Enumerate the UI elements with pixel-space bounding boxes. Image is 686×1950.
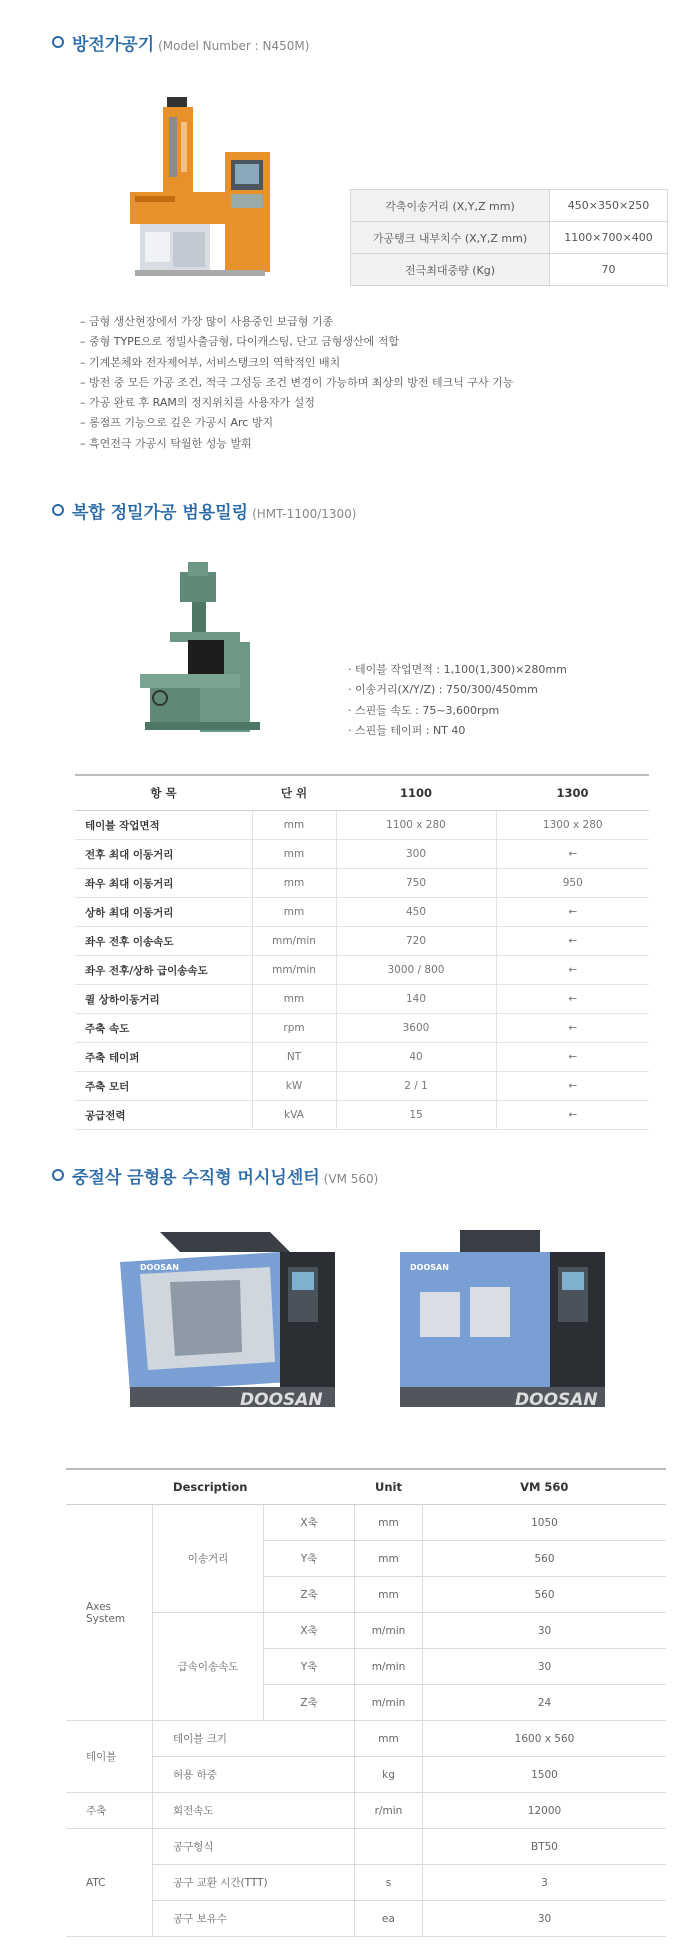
spec-label: 각축이송거리 (X,Y,Z mm) <box>351 190 550 222</box>
row-unit: kg <box>355 1757 423 1793</box>
section1-title: 방전가공기 (Model Number : N450M) <box>52 30 309 55</box>
row-value-1100: 2 / 1 <box>336 1072 496 1101</box>
section3-subtitle: (VM 560) <box>323 1172 379 1186</box>
row-unit: rpm <box>252 1014 336 1043</box>
spec-label: 전극최대중량 (Kg) <box>351 254 550 286</box>
section1-spec-table <box>350 189 668 286</box>
row-unit <box>355 1829 423 1865</box>
row-value: 1600 x 560 <box>423 1721 667 1757</box>
row-value: 3 <box>423 1865 667 1901</box>
row-value-1300: ← <box>496 985 649 1014</box>
row-unit: mm <box>252 840 336 869</box>
row-value-1100: 1100 x 280 <box>336 811 496 840</box>
doosan-watermark: DOOSAN <box>515 1390 598 1410</box>
column-header: 단 위 <box>252 775 336 811</box>
row-value-1100: 450 <box>336 898 496 927</box>
table-row <box>75 840 649 869</box>
row-value-1100: 750 <box>336 869 496 898</box>
group-label: Axes System <box>66 1505 153 1721</box>
list-item: · 스핀들 속도 : 75~3,600rpm <box>348 703 500 717</box>
column-header: 항 목 <box>75 775 252 811</box>
row-value-1100: 3600 <box>336 1014 496 1043</box>
table-row <box>351 190 668 222</box>
section3-title: 중절삭 금형용 수직형 머시닝센터 (VM 560) <box>52 1163 378 1188</box>
spec-value: 70 <box>550 254 668 286</box>
list-item: – 가공 완료 후 RAM의 정지위치를 사용자가 설정 <box>80 396 315 410</box>
row-unit: mm/min <box>252 956 336 985</box>
list-item: – 중형 TYPE으로 정밀사출금형, 다이캐스팅, 단고 금형생산에 적합 <box>80 335 400 349</box>
table-header-row <box>75 775 649 811</box>
list-item: – 롱점프 기능으로 깊은 가공시 Arc 방지 <box>80 416 274 430</box>
row-value: 30 <box>423 1613 667 1649</box>
edm-machine-image <box>125 92 285 287</box>
row-value: 30 <box>423 1649 667 1685</box>
spec-value: 450×350×250 <box>550 190 668 222</box>
row-label: Z축 <box>264 1685 355 1721</box>
table-row <box>75 1072 649 1101</box>
row-value-1100: 140 <box>336 985 496 1014</box>
row-label: X축 <box>264 1613 355 1649</box>
row-value-1100: 15 <box>336 1101 496 1130</box>
row-label: Y축 <box>264 1649 355 1685</box>
table-row <box>75 898 649 927</box>
row-unit: m/min <box>355 1649 423 1685</box>
section2-feature-list <box>348 660 567 741</box>
table-row <box>351 254 668 286</box>
row-value-1300: 950 <box>496 869 649 898</box>
row-unit: kVA <box>252 1101 336 1130</box>
column-header: Description <box>66 1469 355 1505</box>
row-value: 12000 <box>423 1793 667 1829</box>
row-label: 좌우 전후/상하 급이송속도 <box>75 956 252 985</box>
row-unit: mm <box>252 811 336 840</box>
row-label: 공구 교환 시간(TTT) <box>153 1865 355 1901</box>
row-label: 상하 최대 이동거리 <box>75 898 252 927</box>
row-unit: kW <box>252 1072 336 1101</box>
row-value: 1500 <box>423 1757 667 1793</box>
machining-center-closed-image <box>400 1222 610 1412</box>
row-value-1300: ← <box>496 1072 649 1101</box>
table-row <box>75 985 649 1014</box>
table-row <box>75 811 649 840</box>
table-row <box>75 869 649 898</box>
table-row <box>75 1043 649 1072</box>
circle-bullet-icon <box>52 36 64 48</box>
section1-feature-list <box>80 312 513 454</box>
spec-value: 1100×700×400 <box>550 222 668 254</box>
row-value-1300: ← <box>496 1014 649 1043</box>
row-unit: mm <box>355 1541 423 1577</box>
row-value: 30 <box>423 1901 667 1937</box>
table-row <box>66 1829 666 1865</box>
row-value-1300: 1300 x 280 <box>496 811 649 840</box>
row-label: 퀼 상하이동거리 <box>75 985 252 1014</box>
row-unit: r/min <box>355 1793 423 1829</box>
table-row <box>75 927 649 956</box>
list-item: – 금형 생산현장에서 가장 많이 사용중인 보급형 기종 <box>80 315 334 328</box>
row-value-1300: ← <box>496 927 649 956</box>
group-label: ATC <box>66 1829 153 1937</box>
milling-machine-image <box>140 562 270 742</box>
row-label: 좌우 전후 이송속도 <box>75 927 252 956</box>
row-label: X축 <box>264 1505 355 1541</box>
table-row <box>66 1613 666 1649</box>
group-label: 이송거리 <box>153 1505 264 1613</box>
group-label: 주축 <box>66 1793 153 1829</box>
section2-subtitle: (HMT-1100/1300) <box>252 507 357 521</box>
column-header: Unit <box>355 1469 423 1505</box>
row-label: 공구형식 <box>153 1829 355 1865</box>
row-unit: mm/min <box>252 927 336 956</box>
list-item: – 기계본체와 전자제어부, 서비스탱크의 역학적인 배치 <box>80 355 341 369</box>
row-unit: mm <box>252 985 336 1014</box>
section2-table-body <box>75 811 649 1130</box>
table-row <box>66 1865 666 1901</box>
row-value: 560 <box>423 1577 667 1613</box>
column-header: 1300 <box>496 775 649 811</box>
doosan-watermark: DOOSAN <box>240 1390 323 1410</box>
section2-title: 복합 정밀가공 범용밀링 (HMT-1100/1300) <box>52 498 356 523</box>
row-label: 테이블 작업면적 <box>75 811 252 840</box>
row-label: 공급전력 <box>75 1101 252 1130</box>
list-item: – 흑연전극 가공시 탁월한 성능 발휘 <box>80 436 252 450</box>
row-unit: s <box>355 1865 423 1901</box>
doosan-brand-label: DOOSAN <box>140 1263 179 1272</box>
circle-bullet-icon <box>52 1169 64 1181</box>
table-header-row <box>66 1469 666 1505</box>
row-label: Z축 <box>264 1577 355 1613</box>
table-row <box>351 222 668 254</box>
row-unit: ea <box>355 1901 423 1937</box>
list-item: – 방전 중 모든 가공 조건, 적극 그성등 조건 변경이 가능하며 최상의 방전 테크닉 구사 기능 <box>80 375 514 389</box>
table-row <box>66 1793 666 1829</box>
list-item: · 이송거리(X/Y/Z) : 750/300/450mm <box>348 683 538 697</box>
row-unit: mm <box>252 898 336 927</box>
row-unit: m/min <box>355 1613 423 1649</box>
row-value-1300: ← <box>496 1043 649 1072</box>
row-unit: mm <box>355 1721 423 1757</box>
row-value-1100: 3000 / 800 <box>336 956 496 985</box>
row-value: BT50 <box>423 1829 667 1865</box>
row-value-1300: ← <box>496 1101 649 1130</box>
row-value: 24 <box>423 1685 667 1721</box>
row-label: 허용 하중 <box>153 1757 355 1793</box>
table-row <box>66 1757 666 1793</box>
row-value: 1050 <box>423 1505 667 1541</box>
table-row <box>75 1101 649 1130</box>
section1-subtitle: (Model Number : N450M) <box>158 39 310 53</box>
row-value-1300: ← <box>496 898 649 927</box>
table-row <box>75 1014 649 1043</box>
section3-spec-table <box>66 1468 666 1937</box>
row-value-1100: 720 <box>336 927 496 956</box>
table-row <box>66 1505 666 1541</box>
row-label: 테이블 크기 <box>153 1721 355 1757</box>
row-label: Y축 <box>264 1541 355 1577</box>
row-unit: mm <box>355 1577 423 1613</box>
table-row <box>75 956 649 985</box>
row-label: 주축 속도 <box>75 1014 252 1043</box>
row-label: 좌우 최대 이동거리 <box>75 869 252 898</box>
table-row <box>66 1901 666 1937</box>
row-label: 주축 모터 <box>75 1072 252 1101</box>
row-unit: mm <box>252 869 336 898</box>
table-row <box>66 1721 666 1757</box>
list-item: · 테이블 작업면적 : 1,100(1,300)×280mm <box>348 663 567 676</box>
row-value-1100: 300 <box>336 840 496 869</box>
row-label: 공구 보유수 <box>153 1901 355 1937</box>
row-label: 전후 최대 이동거리 <box>75 840 252 869</box>
spec-label: 가공탱크 내부치수 (X,Y,Z mm) <box>351 222 550 254</box>
row-value-1100: 40 <box>336 1043 496 1072</box>
row-unit: mm <box>355 1505 423 1541</box>
list-item: · 스핀들 테이퍼 : NT 40 <box>348 723 466 737</box>
machining-center-open-image <box>120 1222 342 1412</box>
row-label: 주축 테이퍼 <box>75 1043 252 1072</box>
row-unit: NT <box>252 1043 336 1072</box>
row-label: 회전속도 <box>153 1793 355 1829</box>
section2-spec-table <box>75 774 649 1130</box>
row-value-1300: ← <box>496 840 649 869</box>
column-header: 1100 <box>336 775 496 811</box>
group-label: 급속이송속도 <box>153 1613 264 1721</box>
row-value: 560 <box>423 1541 667 1577</box>
column-header: VM 560 <box>423 1469 667 1505</box>
doosan-brand-label: DOOSAN <box>410 1263 449 1272</box>
row-unit: m/min <box>355 1685 423 1721</box>
row-value-1300: ← <box>496 956 649 985</box>
circle-bullet-icon <box>52 504 64 516</box>
group-label: 테이블 <box>66 1721 153 1793</box>
